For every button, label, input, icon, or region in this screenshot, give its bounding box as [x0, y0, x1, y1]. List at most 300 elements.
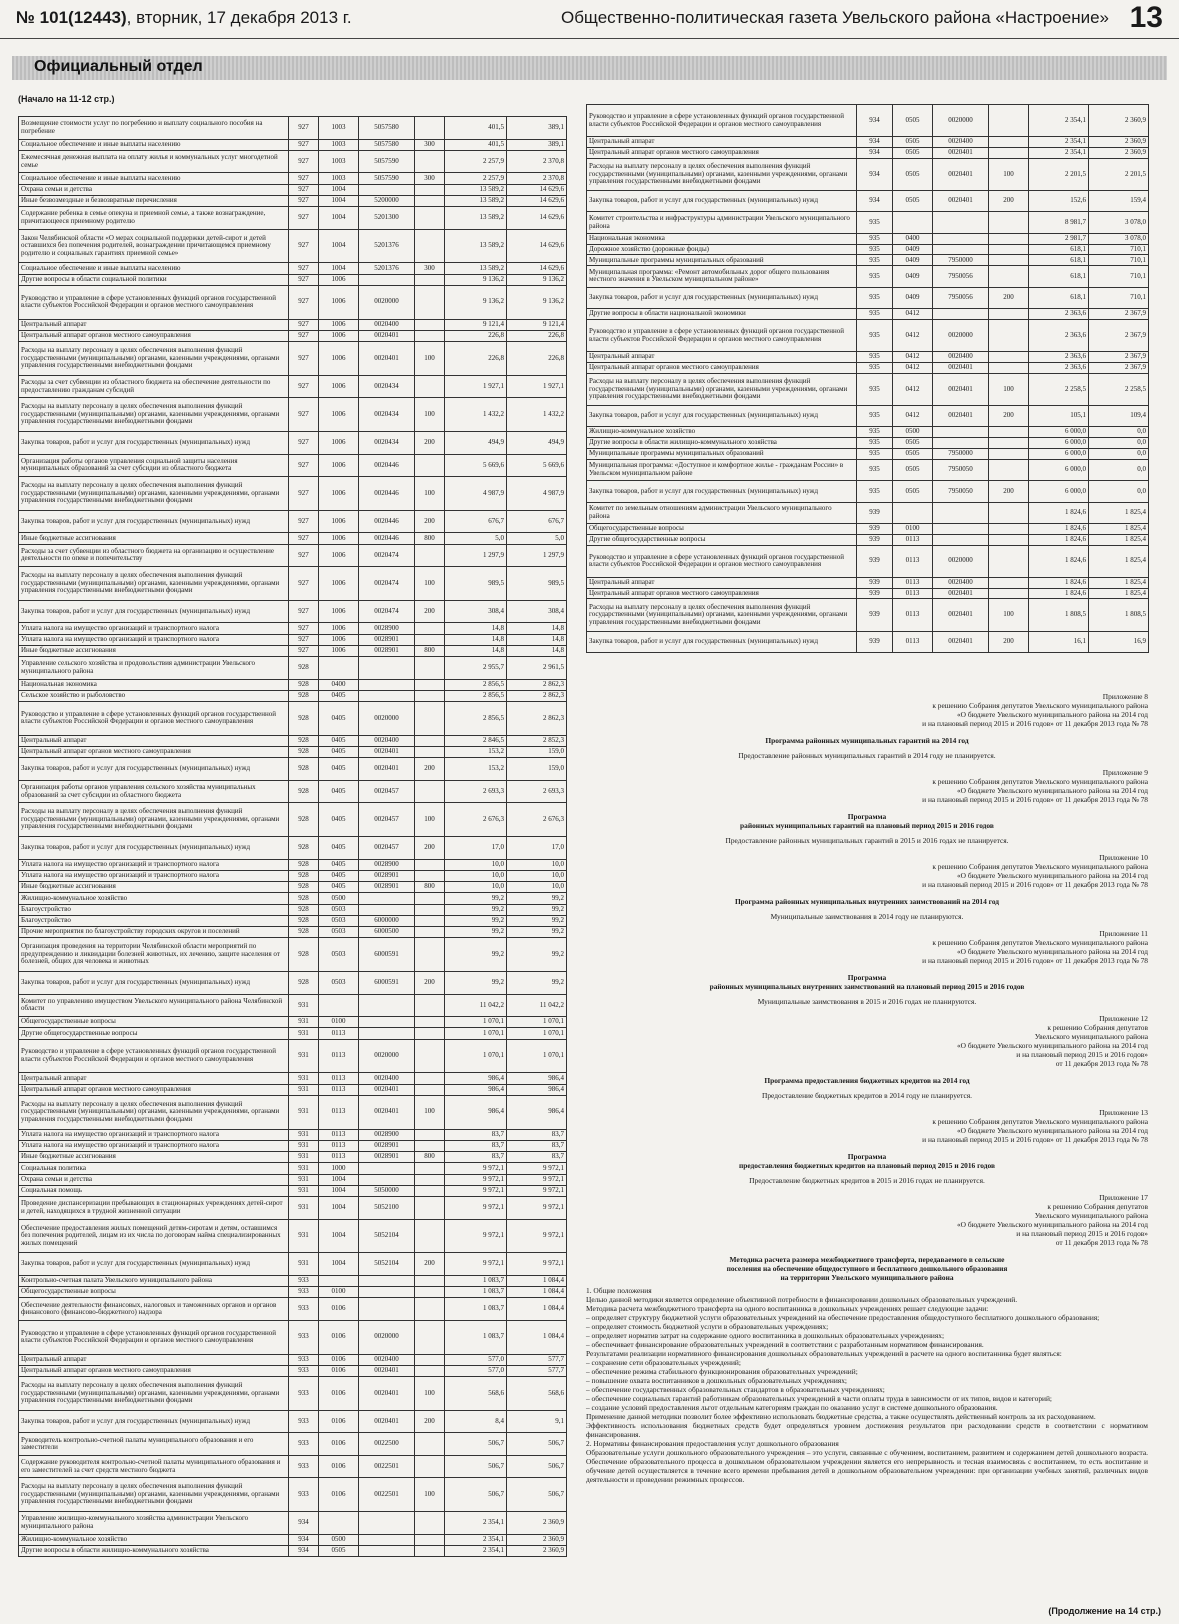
row-target: 0020000 [359, 1039, 415, 1073]
row-kind: 100 [989, 158, 1029, 190]
row-sum-2015: 5 669,6 [445, 454, 507, 477]
row-name: Руководство и управление в сфере установленных функций органов государственной власти субъектов Российской Федерации и органов местного самоуправления [19, 702, 289, 736]
row-ved: 933 [289, 1377, 319, 1411]
row-sum-2015: 6 000,0 [1029, 459, 1089, 480]
row-sum-2016: 1 084,4 [507, 1298, 567, 1321]
row-sum-2015: 9 136,2 [445, 274, 507, 285]
row-sum-2016: 2 693,3 [507, 780, 567, 803]
row-name: Расходы на выплату персоналу в целях обеспечения выполнения функций государственными (муниципальными) органами, казенными учреждениями, органами управления государственными внебюджетными фондами [19, 342, 289, 376]
row-target: 6000591 [359, 938, 415, 972]
row-kind [415, 285, 445, 319]
row-section: 0412 [893, 405, 933, 426]
table-row [19, 173, 567, 184]
row-sum-2015: 2 856,5 [445, 690, 507, 701]
table-row [19, 454, 567, 477]
row-section: 1003 [319, 150, 359, 173]
appendix-title: Методика расчета размера межбюджетного трансферта, передаваемого в сельские поселения на обеспечение общедоступного и бесплатного дошкольного образования на территории Увельского муниципального района [726, 1255, 1008, 1282]
row-kind [415, 623, 445, 634]
row-ved: 931 [289, 1129, 319, 1140]
row-sum-2016: 159,4 [1089, 190, 1149, 211]
row-target: 5057590 [359, 150, 415, 173]
row-name: Другие вопросы в области социальной политики [19, 274, 289, 285]
row-kind [415, 1545, 445, 1556]
row-ved: 927 [289, 229, 319, 263]
row-sum-2016: 1 825,4 [1089, 502, 1149, 523]
row-sum-2015: 568,6 [445, 1377, 507, 1411]
row-target: 0020401 [933, 631, 989, 652]
row-kind [415, 1129, 445, 1140]
row-target [359, 1534, 415, 1545]
row-section: 0113 [319, 1140, 359, 1151]
row-sum-2016: 2 676,3 [507, 803, 567, 837]
table-row [19, 747, 567, 758]
table-row [19, 1152, 567, 1163]
row-ved: 927 [289, 634, 319, 645]
row-ved: 934 [289, 1512, 319, 1535]
table-row [587, 266, 1149, 287]
row-sum-2015: 1 824,6 [1029, 577, 1089, 588]
section-title: Официальный отдел [34, 58, 203, 75]
row-target [359, 274, 415, 285]
row-name: Закупка товаров, работ и услуг для государственных (муниципальных) нужд [587, 190, 857, 211]
row-kind [989, 309, 1029, 320]
row-section: 0412 [893, 373, 933, 405]
row-section: 0405 [319, 747, 359, 758]
row-target: 0020401 [359, 330, 415, 341]
row-kind: 100 [415, 1478, 445, 1512]
row-sum-2016: 710,1 [1089, 266, 1149, 287]
row-sum-2015: 14,8 [445, 623, 507, 634]
table-row [19, 1039, 567, 1073]
row-ved: 935 [857, 481, 893, 502]
row-section: 0113 [319, 1028, 359, 1039]
row-section: 0106 [319, 1433, 359, 1456]
row-section: 1004 [319, 229, 359, 263]
row-kind [415, 702, 445, 736]
row-target: 0020434 [359, 375, 415, 398]
page-number: 13 [1129, 1, 1163, 34]
row-sum-2015: 1 297,9 [445, 544, 507, 567]
row-kind [415, 150, 445, 173]
row-kind: 200 [415, 1410, 445, 1433]
row-name: Жилищно-коммунальное хозяйство [19, 1534, 289, 1545]
row-sum-2015: 2 676,3 [445, 803, 507, 837]
row-ved: 927 [289, 139, 319, 150]
row-section: 1006 [319, 330, 359, 341]
row-sum-2015: 2 363,6 [1029, 352, 1089, 363]
row-sum-2015: 989,5 [445, 567, 507, 601]
row-name: Руководитель контрольно-счетной палаты муниципального образования и его заместители [19, 1433, 289, 1456]
row-ved: 939 [857, 599, 893, 631]
row-name: Расходы на выплату персоналу в целях обеспечения выполнения функций государственными (муниципальными) органами, казенными учреждениями, органами управления государственными внебюджетными фондами [19, 1377, 289, 1411]
row-kind [415, 870, 445, 881]
row-ved: 927 [289, 375, 319, 398]
row-ved: 935 [857, 373, 893, 405]
row-sum-2015: 6 000,0 [1029, 427, 1089, 438]
row-name: Руководство и управление в сфере установленных функций органов государственной власти субъектов Российской Федерации и органов местного самоуправления [19, 1320, 289, 1354]
table-row [19, 319, 567, 330]
row-name: Центральный аппарат органов местного самоуправления [19, 747, 289, 758]
row-ved: 927 [289, 432, 319, 455]
row-target: 7950000 [933, 255, 989, 266]
row-sum-2015: 2 354,1 [445, 1534, 507, 1545]
row-sum-2016: 9 972,1 [507, 1253, 567, 1276]
table-row [19, 938, 567, 972]
row-ved: 927 [289, 600, 319, 623]
row-name: Центральный аппарат органов местного самоуправления [587, 362, 857, 373]
row-sum-2016: 676,7 [507, 510, 567, 533]
row-sum-2015: 986,4 [445, 1095, 507, 1129]
row-section: 0409 [893, 266, 933, 287]
row-ved: 928 [289, 915, 319, 926]
row-sum-2016: 0,0 [1089, 481, 1149, 502]
row-name: Другие общегосударственные вопросы [587, 534, 857, 545]
row-target: 0020446 [359, 477, 415, 511]
row-kind: 200 [415, 510, 445, 533]
row-target: 5201300 [359, 207, 415, 230]
table-row [587, 373, 1149, 405]
table-row [19, 342, 567, 376]
table-row [19, 567, 567, 601]
row-section: 1004 [319, 1219, 359, 1253]
table-row [587, 309, 1149, 320]
row-kind [989, 319, 1029, 351]
row-section: 0500 [893, 427, 933, 438]
row-target: 0020474 [359, 544, 415, 567]
row-sum-2016: 2 862,3 [507, 690, 567, 701]
table-row [19, 229, 567, 263]
row-target: 0020434 [359, 432, 415, 455]
row-kind: 800 [415, 1152, 445, 1163]
row-kind [989, 545, 1029, 577]
table-row [19, 679, 567, 690]
row-sum-2015: 13 589,2 [445, 229, 507, 263]
row-name: Центральный аппарат [19, 1073, 289, 1084]
table-row [19, 1129, 567, 1140]
row-name: Закупка товаров, работ и услуг для государственных (муниципальных) нужд [19, 600, 289, 623]
row-target: 0022501 [359, 1478, 415, 1512]
row-target: 0020400 [359, 1354, 415, 1365]
row-ved: 928 [289, 893, 319, 904]
table-row [587, 577, 1149, 588]
row-name: Общегосударственные вопросы [19, 1017, 289, 1028]
row-target: 0020446 [359, 510, 415, 533]
row-sum-2016: 2 258,5 [1089, 373, 1149, 405]
row-kind [415, 1140, 445, 1151]
row-sum-2016: 14,8 [507, 634, 567, 645]
row-target: 0020401 [933, 158, 989, 190]
row-section: 0106 [319, 1320, 359, 1354]
row-name: Благоустройство [19, 915, 289, 926]
row-name: Комитет по земельным отношениям администрации Увельского муниципального района [587, 502, 857, 523]
row-section: 0106 [319, 1354, 359, 1365]
row-sum-2016: 568,6 [507, 1377, 567, 1411]
row-target: 0020446 [359, 533, 415, 544]
appendix-header: Приложение 17 к решению Собрания депутатов Увельского муниципального района «О бюджете Увельского муниципального района на 2014 год и на плановый период 2015 и 2016 годов» от 11 декабря 2013 года № 78 [956, 1193, 1148, 1247]
row-ved: 933 [289, 1275, 319, 1286]
row-sum-2015: 1 070,1 [445, 1028, 507, 1039]
row-target: 0020000 [359, 1320, 415, 1354]
row-section: 1006 [319, 454, 359, 477]
row-kind [989, 427, 1029, 438]
row-sum-2016: 494,9 [507, 432, 567, 455]
row-kind [415, 1163, 445, 1174]
row-target: 0020000 [359, 285, 415, 319]
table-row [19, 1028, 567, 1039]
table-row [19, 150, 567, 173]
row-sum-2015: 9 972,1 [445, 1253, 507, 1276]
row-section: 0113 [893, 631, 933, 652]
row-ved: 931 [289, 1028, 319, 1039]
row-ved: 927 [289, 510, 319, 533]
row-sum-2016: 2 360,9 [1089, 105, 1149, 137]
row-sum-2016: 710,1 [1089, 244, 1149, 255]
row-sum-2016: 5,0 [507, 533, 567, 544]
row-kind: 100 [989, 373, 1029, 405]
row-section: 1004 [319, 1174, 359, 1185]
row-section: 0106 [319, 1365, 359, 1376]
row-name: Расходы на выплату персоналу в целях обеспечения выполнения функций государственными (муниципальными) органами, казенными учреждениями, органами управления государственными внебюджетными фондами [19, 803, 289, 837]
row-target: 0020401 [359, 1377, 415, 1411]
row-section: 0106 [319, 1410, 359, 1433]
row-name: Общегосударственные вопросы [19, 1287, 289, 1298]
row-ved: 931 [289, 1185, 319, 1196]
row-target: 0020000 [933, 319, 989, 351]
appendix-text: Предоставление районных муниципальных гарантий в 2015 и 2016 годах не планируется. [725, 836, 1009, 845]
row-sum-2016: 99,2 [507, 972, 567, 995]
row-name: Центральный аппарат органов местного самоуправления [19, 330, 289, 341]
row-kind: 100 [415, 1377, 445, 1411]
row-target: 0028901 [359, 645, 415, 656]
row-kind: 200 [415, 1253, 445, 1276]
table-row [19, 1197, 567, 1220]
row-section [319, 657, 359, 680]
row-kind [415, 1455, 445, 1478]
row-sum-2015: 2 856,5 [445, 679, 507, 690]
row-target [359, 1298, 415, 1321]
row-sum-2015: 9 972,1 [445, 1185, 507, 1196]
row-target: 6000500 [359, 927, 415, 938]
row-sum-2015: 13 589,2 [445, 195, 507, 206]
row-sum-2015: 618,1 [1029, 266, 1089, 287]
row-sum-2016: 83,7 [507, 1129, 567, 1140]
table-row [19, 533, 567, 544]
table-row [587, 105, 1149, 137]
row-target [933, 438, 989, 449]
appendix-text: Муниципальные заимствования в 2014 году не планируются. [770, 912, 964, 921]
row-ved: 931 [289, 1084, 319, 1095]
row-name: Охрана семьи и детства [19, 1174, 289, 1185]
row-section: 0505 [893, 448, 933, 459]
methodology-paragraph: – создание условий предоставления льгот отдельным категориям граждан по оказанию услуг в системе дошкольного образования. [586, 1403, 998, 1412]
row-kind [415, 1174, 445, 1185]
row-kind: 100 [415, 477, 445, 511]
table-row [587, 352, 1149, 363]
table-row [19, 893, 567, 904]
row-ved: 939 [857, 534, 893, 545]
row-kind [415, 544, 445, 567]
row-ved: 928 [289, 938, 319, 972]
table-row [587, 588, 1149, 599]
row-kind [415, 274, 445, 285]
row-sum-2016: 16,9 [1089, 631, 1149, 652]
row-target: 0020457 [359, 837, 415, 860]
row-kind [415, 1287, 445, 1298]
row-sum-2016: 577,7 [507, 1354, 567, 1365]
row-section [893, 212, 933, 233]
row-sum-2015: 494,9 [445, 432, 507, 455]
row-sum-2016: 226,8 [507, 330, 567, 341]
row-ved: 928 [289, 702, 319, 736]
row-kind [989, 352, 1029, 363]
row-sum-2016: 3 078,0 [1089, 212, 1149, 233]
row-sum-2016: 11 042,2 [507, 994, 567, 1017]
row-section: 0400 [319, 679, 359, 690]
row-target: 5050000 [359, 1185, 415, 1196]
table-row [587, 502, 1149, 523]
row-ved: 928 [289, 904, 319, 915]
row-sum-2016: 99,2 [507, 927, 567, 938]
row-ved: 931 [289, 994, 319, 1017]
table-row [587, 287, 1149, 308]
table-row [19, 544, 567, 567]
row-section: 1003 [319, 117, 359, 140]
row-sum-2015: 618,1 [1029, 255, 1089, 266]
row-kind [415, 1039, 445, 1073]
row-ved: 927 [289, 342, 319, 376]
row-sum-2016: 14 629,6 [507, 229, 567, 263]
table-row [19, 927, 567, 938]
row-sum-2015: 401,5 [445, 117, 507, 140]
row-kind [415, 747, 445, 758]
row-name: Содержание ребенка в семье опекуна и приемной семье, а также вознаграждение, причитающееся приемному родителю [19, 207, 289, 230]
row-name: Муниципальная программа: «Доступное и комфортное жилье - гражданам России» в Увельском муниципальном районе [587, 459, 857, 480]
row-section: 0505 [893, 158, 933, 190]
row-ved: 927 [289, 567, 319, 601]
row-section: 0405 [319, 882, 359, 893]
table-row [19, 1253, 567, 1276]
row-kind [989, 212, 1029, 233]
row-sum-2016: 1 084,4 [507, 1320, 567, 1354]
budget-table-right [586, 104, 1149, 653]
methodology-paragraph: 1. Общие положения [586, 1286, 652, 1295]
row-name: Прочие мероприятия по благоустройству городских округов и поселений [19, 927, 289, 938]
row-name: Руководство и управление в сфере установленных функций органов государственной власти субъектов Российской Федерации и органов местного самоуправления [587, 319, 857, 351]
row-sum-2016: 99,2 [507, 893, 567, 904]
row-target: 0028900 [359, 1129, 415, 1140]
row-sum-2015: 8 981,7 [1029, 212, 1089, 233]
row-section: 0409 [893, 287, 933, 308]
row-name: Руководство и управление в сфере установленных функций органов государственной власти субъектов Российской Федерации и органов местного самоуправления [587, 545, 857, 577]
row-section: 0405 [319, 870, 359, 881]
row-ved: 934 [857, 147, 893, 158]
table-row [587, 362, 1149, 373]
row-name: Центральный аппарат [19, 735, 289, 746]
row-kind: 100 [415, 398, 445, 432]
row-kind [989, 362, 1029, 373]
methodology-paragraph: Методика расчета межбюджетного трансферта на одного воспитанника в дошкольных учреждениях решает следующие задачи: [586, 1304, 989, 1313]
appendix-header: Приложение 8 к решению Собрания депутатов Увельского муниципального района «О бюджете Увельского муниципального района на 2014 год и на плановый период 2015 и 2016 годов» от 11 декабря 2013 года № 78 [922, 692, 1148, 728]
row-name: Руководство и управление в сфере установленных функций органов государственной власти субъектов Российской Федерации и органов местного самоуправления [19, 1039, 289, 1073]
row-ved: 935 [857, 287, 893, 308]
row-name: Центральный аппарат органов местного самоуправления [19, 1084, 289, 1095]
row-section: 0412 [893, 319, 933, 351]
appendix-text: Предоставление районных муниципальных гарантий в 2014 году не планируется. [738, 751, 996, 760]
row-section: 1003 [319, 139, 359, 150]
row-ved: 927 [289, 533, 319, 544]
row-kind [415, 1275, 445, 1286]
row-target: 0020401 [359, 342, 415, 376]
row-name: Закупка товаров, работ и услуг для государственных (муниципальных) нужд [587, 287, 857, 308]
row-sum-2016: 5 669,6 [507, 454, 567, 477]
row-sum-2016: 99,2 [507, 904, 567, 915]
row-kind [415, 657, 445, 680]
row-name: Центральный аппарат [19, 319, 289, 330]
row-sum-2015: 99,2 [445, 938, 507, 972]
row-section: 1006 [319, 375, 359, 398]
row-sum-2016: 989,5 [507, 567, 567, 601]
row-sum-2016: 2 370,8 [507, 173, 567, 184]
row-kind [989, 266, 1029, 287]
row-ved: 928 [289, 803, 319, 837]
row-name: Руководство и управление в сфере установленных функций органов государственной власти субъектов Российской Федерации и органов местного самоуправления [587, 105, 857, 137]
table-row [19, 780, 567, 803]
row-ved: 928 [289, 972, 319, 995]
methodology-paragraph: – обеспечение государственных образовательных стандартов в образовательных учреждениях; [586, 1385, 885, 1394]
row-target: 0020401 [933, 405, 989, 426]
row-section [319, 1512, 359, 1535]
row-name: Комитет по управлению имуществом Увельского муниципального района Челябинской области [19, 994, 289, 1017]
row-section: 0400 [893, 233, 933, 244]
table-row [19, 398, 567, 432]
row-name: Расходы на выплату персоналу в целях обеспечения выполнения функций государственными (муниципальными) органами, казенными учреждениями, органами управления государственными внебюджетными фондами [19, 477, 289, 511]
row-sum-2016: 710,1 [1089, 287, 1149, 308]
row-sum-2016: 308,4 [507, 600, 567, 623]
row-section [893, 502, 933, 523]
row-kind [415, 1354, 445, 1365]
table-row [19, 1478, 567, 1512]
row-section: 1004 [319, 1253, 359, 1276]
appendix-title: Программа районных муниципальных гарантий на 2014 год [765, 736, 969, 745]
row-name: Расходы на выплату персоналу в целях обеспечения выполнения функций государственными (муниципальными) органами, казенными учреждениями, органами управления государственными внебюджетными фондами [587, 158, 857, 190]
row-sum-2015: 577,0 [445, 1354, 507, 1365]
table-row [19, 1545, 567, 1556]
row-kind [989, 588, 1029, 599]
row-sum-2016: 1 825,4 [1089, 545, 1149, 577]
row-kind: 100 [415, 567, 445, 601]
row-kind [415, 1534, 445, 1545]
methodology-paragraph: – повышение охвата воспитанников в дошкольных образовательных учреждениях; [586, 1376, 847, 1385]
row-name: Расходы на выплату персоналу в целях обеспечения выполнения функций государственными (муниципальными) органами, казенными учреждениями, органами управления государственными внебюджетными фондами [19, 1478, 289, 1512]
row-sum-2015: 1 824,6 [1029, 524, 1089, 535]
appendix-text: Предоставление бюджетных кредитов в 2014 году не планируется. [762, 1091, 972, 1100]
row-sum-2016: 9 972,1 [507, 1185, 567, 1196]
row-sum-2015: 6 000,0 [1029, 448, 1089, 459]
row-kind: 200 [989, 287, 1029, 308]
row-sum-2016: 9,1 [507, 1410, 567, 1433]
row-section: 0113 [319, 1129, 359, 1140]
row-kind: 300 [415, 263, 445, 274]
row-section: 0113 [893, 577, 933, 588]
row-name: Другие вопросы в области жилищно-коммунального хозяйства [19, 1545, 289, 1556]
row-name: Центральный аппарат органов местного самоуправления [587, 147, 857, 158]
row-name: Жилищно-коммунальное хозяйство [587, 427, 857, 438]
row-ved: 935 [857, 362, 893, 373]
row-sum-2015: 2 955,7 [445, 657, 507, 680]
row-name: Возмещение стоимости услуг по погребению и выплату социального пособия на погребение [19, 117, 289, 140]
row-kind [415, 1084, 445, 1095]
row-target [359, 1512, 415, 1535]
